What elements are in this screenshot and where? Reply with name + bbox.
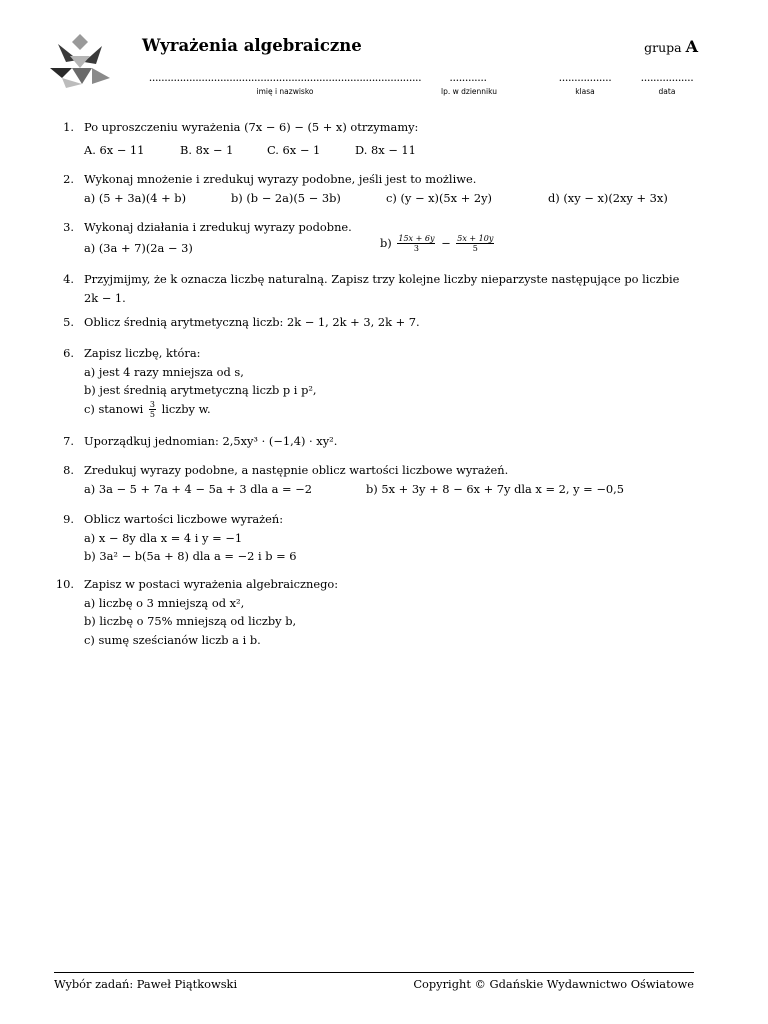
question-number: 2. <box>63 172 74 186</box>
subtask: b) 3a² − b(5a + 8) dla a = −2 i b = 6 <box>84 549 297 563</box>
subtask: a) (5 + 3a)(4 + b) <box>84 190 187 205</box>
register-number-dots: ............ <box>449 72 487 84</box>
class-field-label: klasa <box>575 87 595 96</box>
register-number-field <box>441 72 497 96</box>
subtask: c) (y − x)(5x + 2y) <box>386 190 493 205</box>
group-value: A <box>685 37 698 56</box>
class-field <box>552 72 618 96</box>
question-number: 1. <box>63 120 74 134</box>
question-number: 7. <box>63 434 74 448</box>
group-label: grupa <box>644 40 682 55</box>
subtask: b) 5x + 3y + 8 − 6x + 7y dla x = 2, y = −0,5 <box>366 481 624 496</box>
date-field-label: data <box>658 87 676 96</box>
minus-sign: − <box>441 235 451 250</box>
question-text: Zapisz liczbę, która: <box>84 346 201 360</box>
date-field <box>634 72 700 96</box>
question-3 <box>54 218 704 261</box>
fraction <box>456 234 494 253</box>
question-2 <box>54 170 704 207</box>
question-5 <box>54 313 704 332</box>
subtask: a) jest 4 razy mniejsza od s, <box>84 364 244 379</box>
class-field-dots: ................. <box>558 72 612 84</box>
fraction-denominator: 5 <box>472 244 478 253</box>
question-text: Oblicz średnią arytmetyczną liczb: 2k − 1, 2k + 3, 2k + 7. <box>84 315 420 329</box>
subtask: b) (b − 2a)(5 − 3b) <box>231 190 341 205</box>
question-4 <box>54 270 704 307</box>
fraction <box>397 234 435 253</box>
question-text-continuation: 2k − 1. <box>84 290 126 305</box>
subtask <box>84 400 704 420</box>
answer-option: A. 6x − 11 <box>84 142 145 157</box>
question-text: Zapisz w postaci wyrażenia algebraicznego: <box>84 577 339 591</box>
question-number: 5. <box>63 315 74 329</box>
subtask-fraction-expression <box>380 234 496 254</box>
question-7 <box>54 432 704 451</box>
register-number-label: lp. w dzienniku <box>441 87 497 96</box>
question-8 <box>54 461 704 498</box>
subtask: c) sumę sześcianów liczb a i b. <box>84 632 261 647</box>
question-number: 3. <box>63 220 74 234</box>
question-text: Po uproszczeniu wyrażenia (7x − 6) − (5 + x) otrzymamy: <box>84 120 419 134</box>
question-number: 9. <box>63 512 74 526</box>
answer-option: B. 8x − 1 <box>180 142 234 157</box>
name-field <box>136 72 434 96</box>
question-9 <box>54 510 704 566</box>
subtask-prefix: b) <box>380 235 392 250</box>
name-field-dots: ........................................................................................ <box>148 72 422 84</box>
page-title: Wyrażenia algebraiczne <box>142 36 362 55</box>
question-text: Wykonaj działania i zredukuj wyrazy podobne. <box>84 220 352 234</box>
question-number: 4. <box>63 272 74 286</box>
subtask: b) liczbę o 75% mniejszą od liczby b, <box>84 614 297 628</box>
subtask-prefix: c) stanowi <box>84 401 144 416</box>
subtask: d) (xy − x)(2xy + 3x) <box>548 190 668 205</box>
fraction-numerator: 5x + 10y <box>457 234 494 243</box>
fraction-numerator: 15x + 6y <box>398 234 435 243</box>
footer-author: Wybór zadań: Paweł Piątkowski <box>54 977 238 991</box>
subtask: b) jest średnią arytmetyczną liczb p i p², <box>84 383 317 397</box>
question-text: Zredukuj wyrazy podobne, a następnie oblicz wartości liczbowe wyrażeń. <box>84 463 509 477</box>
question-6 <box>54 344 704 419</box>
fraction-numerator: 3 <box>149 400 155 409</box>
question-text: Oblicz wartości liczbowe wyrażeń: <box>84 512 284 526</box>
answer-option: D. 8x − 11 <box>355 142 416 157</box>
question-number: 10. <box>55 577 74 591</box>
subtask-suffix: liczby w. <box>161 401 211 416</box>
subtask: a) (3a + 7)(2a − 3) <box>84 240 193 255</box>
subtask: a) liczbę o 3 mniejszą od x², <box>84 595 245 610</box>
answer-option: C. 6x − 1 <box>267 142 321 157</box>
question-text: Wykonaj mnożenie i zredukuj wyrazy podobne, jeśli jest to możliwe. <box>84 172 477 186</box>
name-field-label: imię i nazwisko <box>256 87 314 96</box>
fraction-denominator: 5 <box>149 410 155 419</box>
question-10 <box>54 575 704 649</box>
fraction <box>149 400 156 419</box>
subtask: a) 3a − 5 + 7a + 4 − 5a + 3 dla a = −2 <box>84 481 312 496</box>
footer-divider <box>54 972 694 973</box>
date-field-dots: ................. <box>640 72 694 84</box>
fraction-denominator: 3 <box>413 244 419 253</box>
subtask: a) x − 8y dla x = 4 i y = −1 <box>84 530 243 545</box>
footer-copyright: Copyright © Gdańskie Wydawnictwo Oświatowe <box>413 977 694 991</box>
question-number: 8. <box>63 463 74 477</box>
question-text: Uporządkuj jednomian: 2,5xy³ · (−1,4) · xy². <box>84 434 338 448</box>
question-text: Przyjmijmy, że k oznacza liczbę naturalną. Zapisz trzy kolejne liczby nieparzyste następujące po liczbie <box>84 272 680 286</box>
group-indicator <box>644 37 698 56</box>
publisher-logo <box>48 34 112 88</box>
question-number: 6. <box>63 346 74 360</box>
question-1 <box>54 118 704 159</box>
